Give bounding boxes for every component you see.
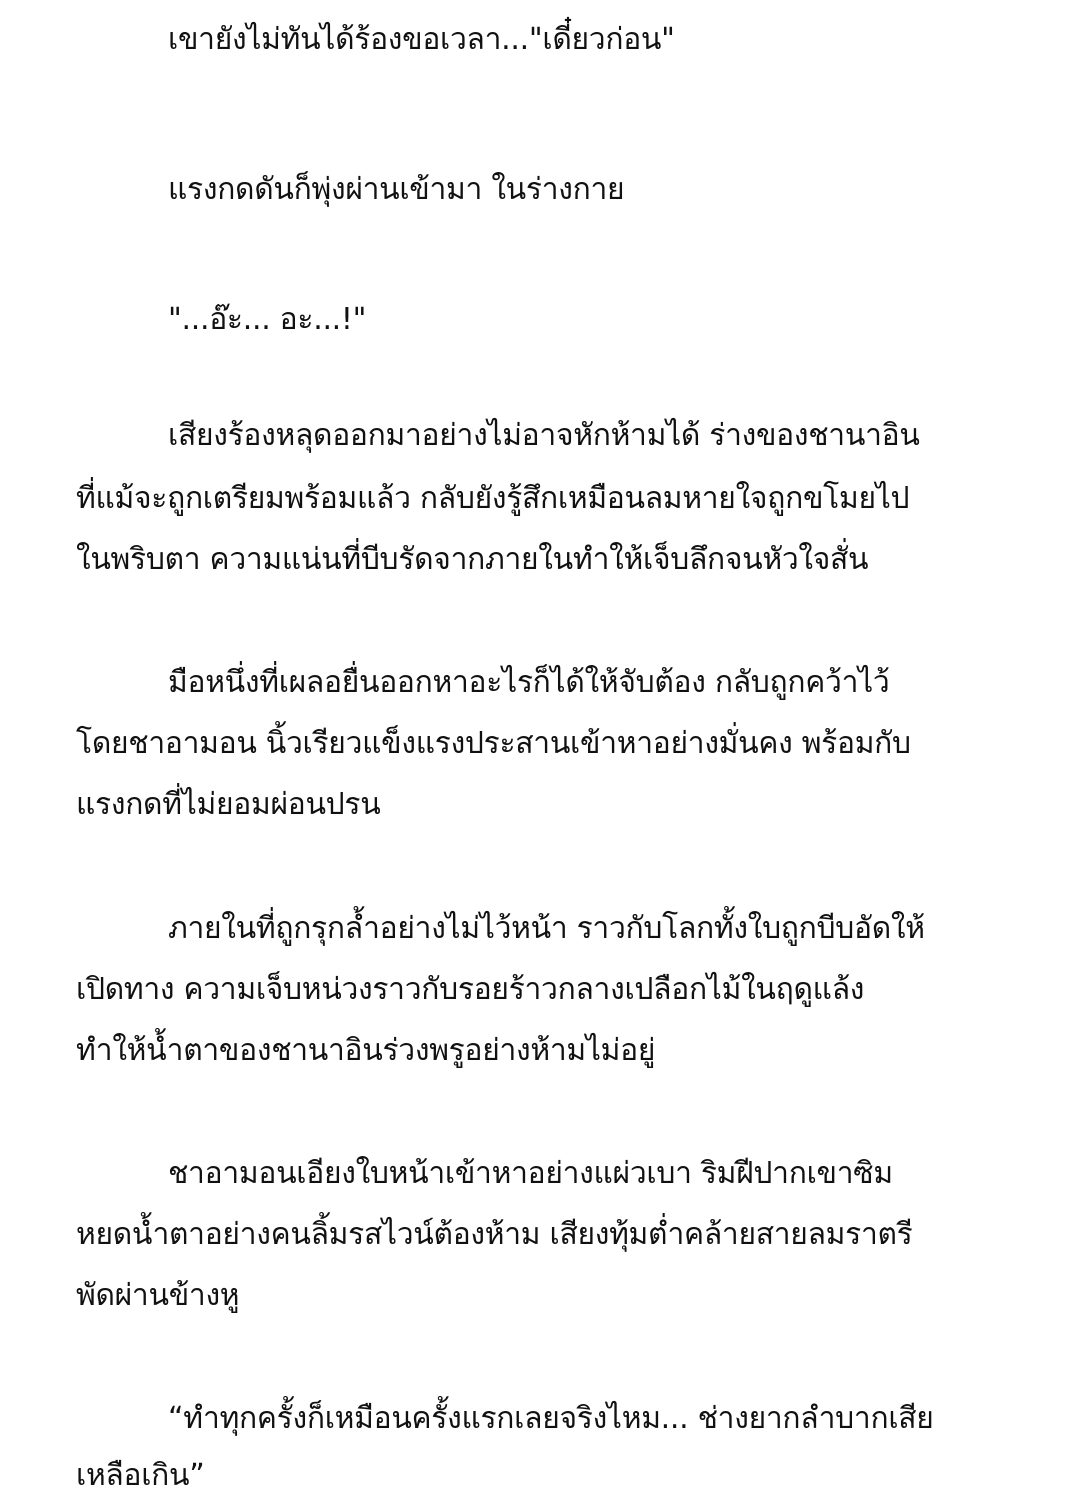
paragraph-6-line-1: ภายในที่ถูกรุกล้ำอย่างไม่ไว้หน้า ราวกับโลกทั้งใบถูกบีบอัดให้ bbox=[168, 911, 925, 946]
paragraph-8-line-2: เหลือเกิน” bbox=[76, 1458, 205, 1493]
paragraph-4-line-2: ที่แม้จะถูกเตรียมพร้อมแล้ว กลับยังรู้สึกเหมือนลมหายใจถูกขโมยไป bbox=[76, 481, 910, 516]
paragraph-7-line-1: ชาอามอนเอียงใบหน้าเข้าหาอย่างแผ่วเบา ริมฝีปากเขาซิม bbox=[168, 1156, 893, 1191]
paragraph-8-line-1: “ทำทุกครั้งก็เหมือนครั้งแรกเลยจริงไหม... ช่างยากลำบากเสีย bbox=[168, 1401, 934, 1436]
paragraph-5-line-3: แรงกดที่ไม่ยอมผ่อนปรน bbox=[76, 787, 381, 822]
paragraph-7-line-3: พัดผ่านข้างหู bbox=[76, 1278, 240, 1313]
paragraph-2-line-1: แรงกดดันก็พุ่งผ่านเข้ามา ในร่างกาย bbox=[168, 172, 625, 207]
paragraph-1-line-1: เขายังไม่ทันได้ร้องขอเวลา..."เดี๋ยวก่อน" bbox=[168, 22, 675, 57]
paragraph-6-line-2: เปิดทาง ความเจ็บหน่วงราวกับรอยร้าวกลางเปลือกไม้ในฤดูแล้ง bbox=[76, 972, 865, 1007]
paragraph-5-line-2: โดยชาอามอน นิ้วเรียวแข็งแรงประสานเข้าหาอย่างมั่นคง พร้อมกับ bbox=[76, 726, 911, 761]
paragraph-6-line-3: ทำให้น้ำตาของชานาอินร่วงพรูอย่างห้ามไม่อยู่ bbox=[76, 1033, 656, 1068]
paragraph-4-line-3: ในพริบตา ความแน่นที่บีบรัดจากภายในทำให้เจ็บลึกจนหัวใจสั่น bbox=[76, 542, 869, 577]
paragraph-3-line-1: "...อ๊ะ... อะ...!" bbox=[168, 302, 367, 337]
paragraph-4-line-1: เสียงร้องหลุดออกมาอย่างไม่อาจหักห้ามได้ ร่างของชานาอิน bbox=[168, 418, 920, 453]
paragraph-7-line-2: หยดน้ำตาอย่างคนลิ้มรสไวน์ต้องห้าม เสียงทุ้มต่ำคล้ายสายลมราตรี bbox=[76, 1217, 913, 1252]
paragraph-5-line-1: มือหนึ่งที่เผลอยื่นออกหาอะไรก็ได้ให้จับต้อง กลับถูกคว้าไว้ bbox=[168, 665, 890, 700]
